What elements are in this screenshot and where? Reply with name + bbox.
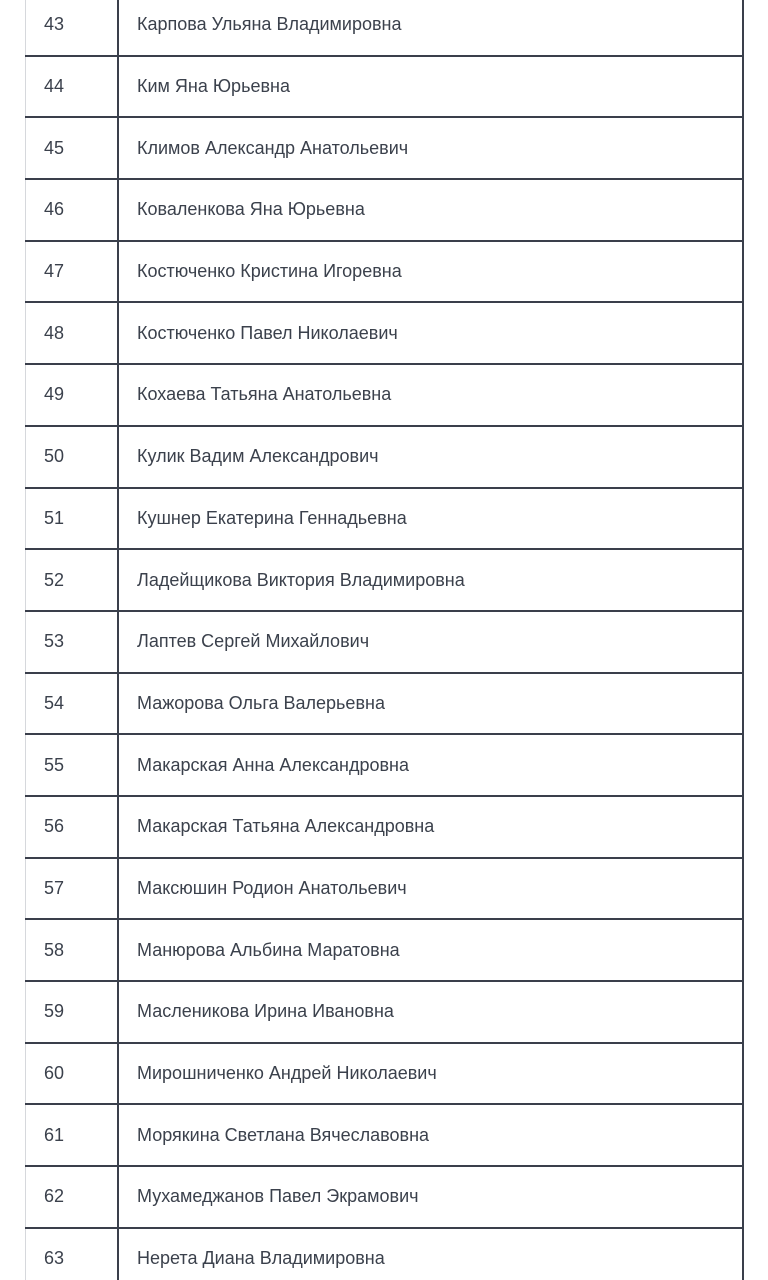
table-row [25,797,744,859]
row-number: 45 [25,118,119,178]
person-name: Макарская Татьяна Александровна [119,797,744,857]
row-number: 54 [25,674,119,734]
person-name: Мухамеджанов Павел Экрамович [119,1167,744,1227]
person-name: Максюшин Родион Анатольевич [119,859,744,919]
table-row [25,920,744,982]
row-number: 48 [25,303,119,363]
person-name: Морякина Светлана Вячеславовна [119,1105,744,1165]
row-number: 55 [25,735,119,795]
person-name: Кулик Вадим Александрович [119,427,744,487]
table-row [25,612,744,674]
person-name: Мирошниченко Андрей Николаевич [119,1044,744,1104]
person-name: Костюченко Кристина Игоревна [119,242,744,302]
row-number: 57 [25,859,119,919]
table-row [25,0,744,57]
table-row [25,1229,744,1280]
table-row [25,1105,744,1167]
person-name: Климов Александр Анатольевич [119,118,744,178]
names-table [25,0,744,1280]
row-number: 62 [25,1167,119,1227]
person-name: Манюрова Альбина Маратовна [119,920,744,980]
row-number: 47 [25,242,119,302]
table-row [25,1044,744,1106]
table-row [25,427,744,489]
table-row [25,859,744,921]
person-name: Нерета Диана Владимировна [119,1229,744,1280]
table-row [25,982,744,1044]
row-number: 58 [25,920,119,980]
table-row [25,550,744,612]
table-row [25,489,744,551]
row-number: 44 [25,57,119,117]
row-number: 46 [25,180,119,240]
row-number: 63 [25,1229,119,1280]
person-name: Ладейщикова Виктория Владимировна [119,550,744,610]
table-row [25,303,744,365]
row-number: 59 [25,982,119,1042]
row-number: 52 [25,550,119,610]
person-name: Лаптев Сергей Михайлович [119,612,744,672]
person-name: Ким Яна Юрьевна [119,57,744,117]
person-name: Кохаева Татьяна Анатольевна [119,365,744,425]
table-row [25,365,744,427]
row-number: 51 [25,489,119,549]
row-number: 53 [25,612,119,672]
person-name: Мажорова Ольга Валерьевна [119,674,744,734]
table-row [25,735,744,797]
person-name: Масленикова Ирина Ивановна [119,982,744,1042]
table-row [25,180,744,242]
person-name: Костюченко Павел Николаевич [119,303,744,363]
row-number: 61 [25,1105,119,1165]
person-name: Карпова Ульяна Владимировна [119,0,744,55]
table-row [25,57,744,119]
table-row [25,674,744,736]
row-number: 56 [25,797,119,857]
table-row [25,242,744,304]
row-number: 60 [25,1044,119,1104]
row-number: 43 [25,0,119,55]
person-name: Кушнер Екатерина Геннадьевна [119,489,744,549]
table-row [25,1167,744,1229]
person-name: Макарская Анна Александровна [119,735,744,795]
table-row [25,118,744,180]
row-number: 49 [25,365,119,425]
row-number: 50 [25,427,119,487]
person-name: Коваленкова Яна Юрьевна [119,180,744,240]
